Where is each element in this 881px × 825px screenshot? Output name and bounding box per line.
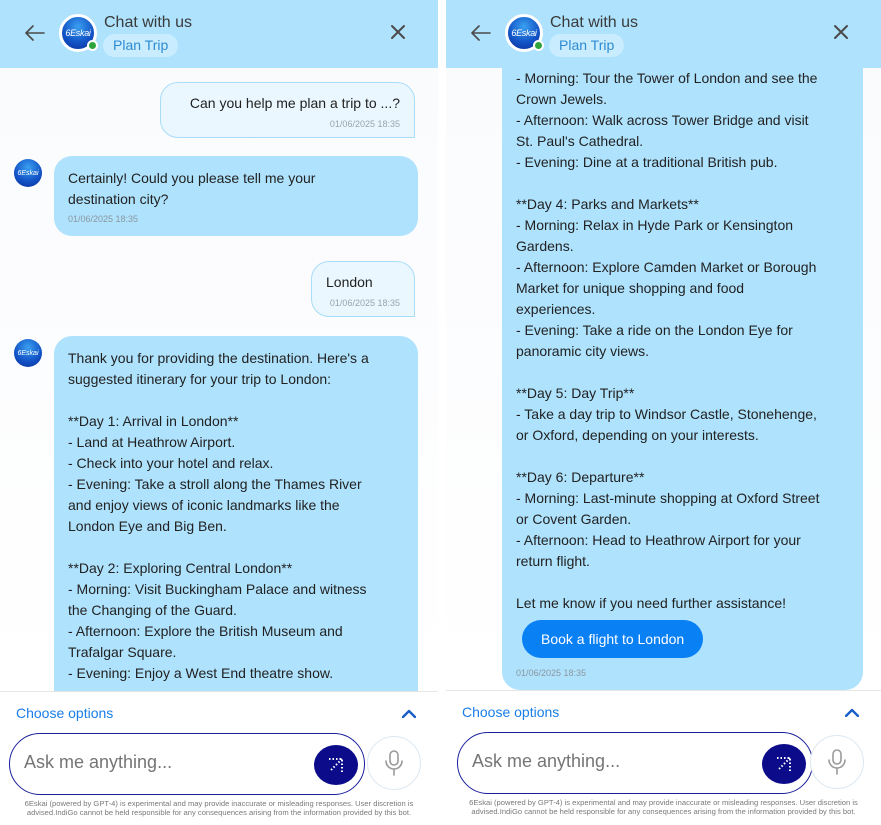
bot-avatar: 6Eskai	[14, 339, 42, 367]
user-message	[160, 82, 415, 138]
back-button[interactable]	[468, 20, 494, 46]
message-line: Let me know if you need further assistance!	[516, 595, 787, 611]
message-line: panoramic city views.	[516, 343, 650, 359]
message-input-container	[9, 733, 365, 795]
disclaimer-text: 6Eskai (powered by GPT-4) is experimental and may provide inaccurate or misleading responses. User discretion is advised.IndiGo cannot be held responsible for any consequences arising from the information provided by this bot.	[24, 799, 414, 817]
message-line: **Day 6: Departure**	[516, 469, 645, 485]
message-line: - Morning: Tour the Tower of London and see the	[516, 70, 818, 86]
close-icon	[833, 24, 849, 40]
message-line: - Evening: Take a stroll along the Thames River	[68, 476, 362, 492]
book-flight-button[interactable]: Book a flight to London	[522, 620, 703, 658]
message-line: experiences.	[516, 301, 596, 317]
message-line: London Eye and Big Ben.	[68, 518, 227, 534]
message-line: Market for unique shopping and food	[516, 280, 745, 296]
chat-panel-right	[446, 0, 881, 825]
choose-options-label: Choose options	[462, 704, 560, 720]
chevron-up-icon	[402, 709, 416, 718]
chevron-up-icon	[845, 708, 859, 717]
message-line: the Changing of the Guard.	[68, 602, 237, 618]
chat-header	[446, 0, 881, 68]
message-line	[516, 446, 849, 467]
message-line: Thank you for providing the destination. Here's a	[68, 350, 369, 366]
choose-options-toggle[interactable]	[462, 703, 859, 721]
disclaimer-text: 6Eskai (powered by GPT-4) is experimental and may provide inaccurate or misleading responses. User discretion is advised.IndiGo cannot be held responsible for any consequences arising from the information provided by this bot.	[469, 798, 858, 816]
message-line: or Oxford, depending on your interests.	[516, 427, 759, 443]
microphone-icon	[826, 748, 848, 776]
message-line: return flight.	[516, 553, 590, 569]
message-timestamp: 01/06/2025 18:35	[68, 214, 139, 224]
message-line: - Evening: Take a ride on the London Eye for	[516, 322, 793, 338]
online-status-dot	[533, 40, 544, 51]
message-line: - Morning: Last-minute shopping at Oxford Street	[516, 490, 820, 506]
choose-options-label: Choose options	[16, 705, 114, 721]
arrow-left-icon	[25, 25, 45, 41]
microphone-icon	[383, 749, 405, 777]
message-line: - Afternoon: Head to Heathrow Airport for your	[516, 532, 801, 548]
message-timestamp: 01/06/2025 18:35	[516, 668, 587, 678]
send-button[interactable]	[314, 745, 358, 785]
message-line	[68, 537, 404, 558]
message-input-container	[457, 732, 813, 794]
chat-messages[interactable]	[0, 68, 438, 691]
choose-options-toggle[interactable]	[16, 704, 416, 722]
message-timestamp: 01/06/2025 18:35	[329, 298, 400, 308]
composer-area	[446, 690, 881, 825]
chat-header	[0, 0, 438, 68]
message-line: **Day 4: Parks and Markets**	[516, 196, 699, 212]
message-line: - Check into your hotel and relax.	[68, 455, 274, 471]
bot-logo-text: 6Eskai	[505, 14, 543, 52]
message-input[interactable]	[24, 752, 304, 773]
topic-tag: Plan Trip	[103, 34, 178, 57]
message-line: - Afternoon: Explore Camden Market or Borough	[516, 259, 817, 275]
message-line	[68, 390, 404, 411]
chat-messages[interactable]	[446, 68, 881, 691]
message-line: - Land at Heathrow Airport.	[68, 434, 236, 450]
bot-message	[54, 156, 418, 236]
message-line	[516, 173, 849, 194]
message-input[interactable]	[472, 751, 752, 772]
bot-logo	[59, 14, 97, 52]
microphone-button[interactable]	[810, 735, 864, 789]
bot-logo	[505, 14, 543, 52]
send-arrow-icon	[774, 754, 794, 774]
message-line: - Morning: Relax in Hyde Park or Kensington	[516, 217, 794, 233]
message-line	[516, 572, 849, 593]
message-line: - Take a day trip to Windsor Castle, Stonehenge,	[516, 406, 817, 422]
arrow-left-icon	[471, 25, 491, 41]
message-line: destination city?	[68, 191, 169, 207]
message-line: - Evening: Dine at a traditional British pub.	[516, 154, 778, 170]
back-button[interactable]	[22, 20, 48, 46]
send-arrow-icon	[326, 755, 346, 775]
message-line: - Afternoon: Walk across Tower Bridge and visit	[516, 112, 809, 128]
message-line: - Evening: Enjoy a West End theatre show.	[68, 665, 334, 681]
message-text: Can you help me plan a trip to ...?	[189, 95, 400, 111]
message-line: - Morning: Visit Buckingham Palace and witness	[68, 581, 367, 597]
message-line: St. Paul's Cathedral.	[516, 133, 644, 149]
message-text: London	[326, 274, 373, 290]
chat-title: Chat with us	[550, 14, 639, 31]
message-line: or Covent Garden.	[516, 511, 632, 527]
message-line: **Day 1: Arrival in London**	[68, 413, 239, 429]
close-button[interactable]	[829, 20, 853, 44]
message-line: Crown Jewels.	[516, 91, 608, 107]
bot-message-itinerary	[54, 336, 418, 691]
message-line: **Day 5: Day Trip**	[516, 385, 635, 401]
message-line: Certainly! Could you please tell me your	[68, 170, 316, 186]
topic-tag: Plan Trip	[549, 34, 624, 57]
message-line: **Day 2: Exploring Central London**	[68, 560, 293, 576]
message-line: Gardens.	[516, 238, 574, 254]
message-line: suggested itinerary for your trip to London:	[68, 371, 332, 387]
message-timestamp: 01/06/2025 18:35	[329, 119, 400, 129]
send-button[interactable]	[762, 744, 806, 784]
message-line: - Afternoon: Explore the British Museum and	[68, 623, 343, 639]
online-status-dot	[87, 40, 98, 51]
bot-message-itinerary	[502, 68, 863, 690]
message-line: and enjoy views of iconic landmarks like the	[68, 497, 340, 513]
microphone-button[interactable]	[367, 736, 421, 790]
message-line	[516, 362, 849, 383]
bot-avatar: 6Eskai	[14, 159, 42, 187]
close-icon	[390, 24, 406, 40]
composer-area	[0, 691, 438, 825]
user-message	[311, 261, 415, 317]
bot-logo-text: 6Eskai	[59, 14, 97, 52]
chat-panel-left	[0, 0, 438, 825]
chat-title: Chat with us	[104, 14, 193, 31]
close-button[interactable]	[386, 20, 410, 44]
message-line: Trafalgar Square.	[68, 644, 177, 660]
